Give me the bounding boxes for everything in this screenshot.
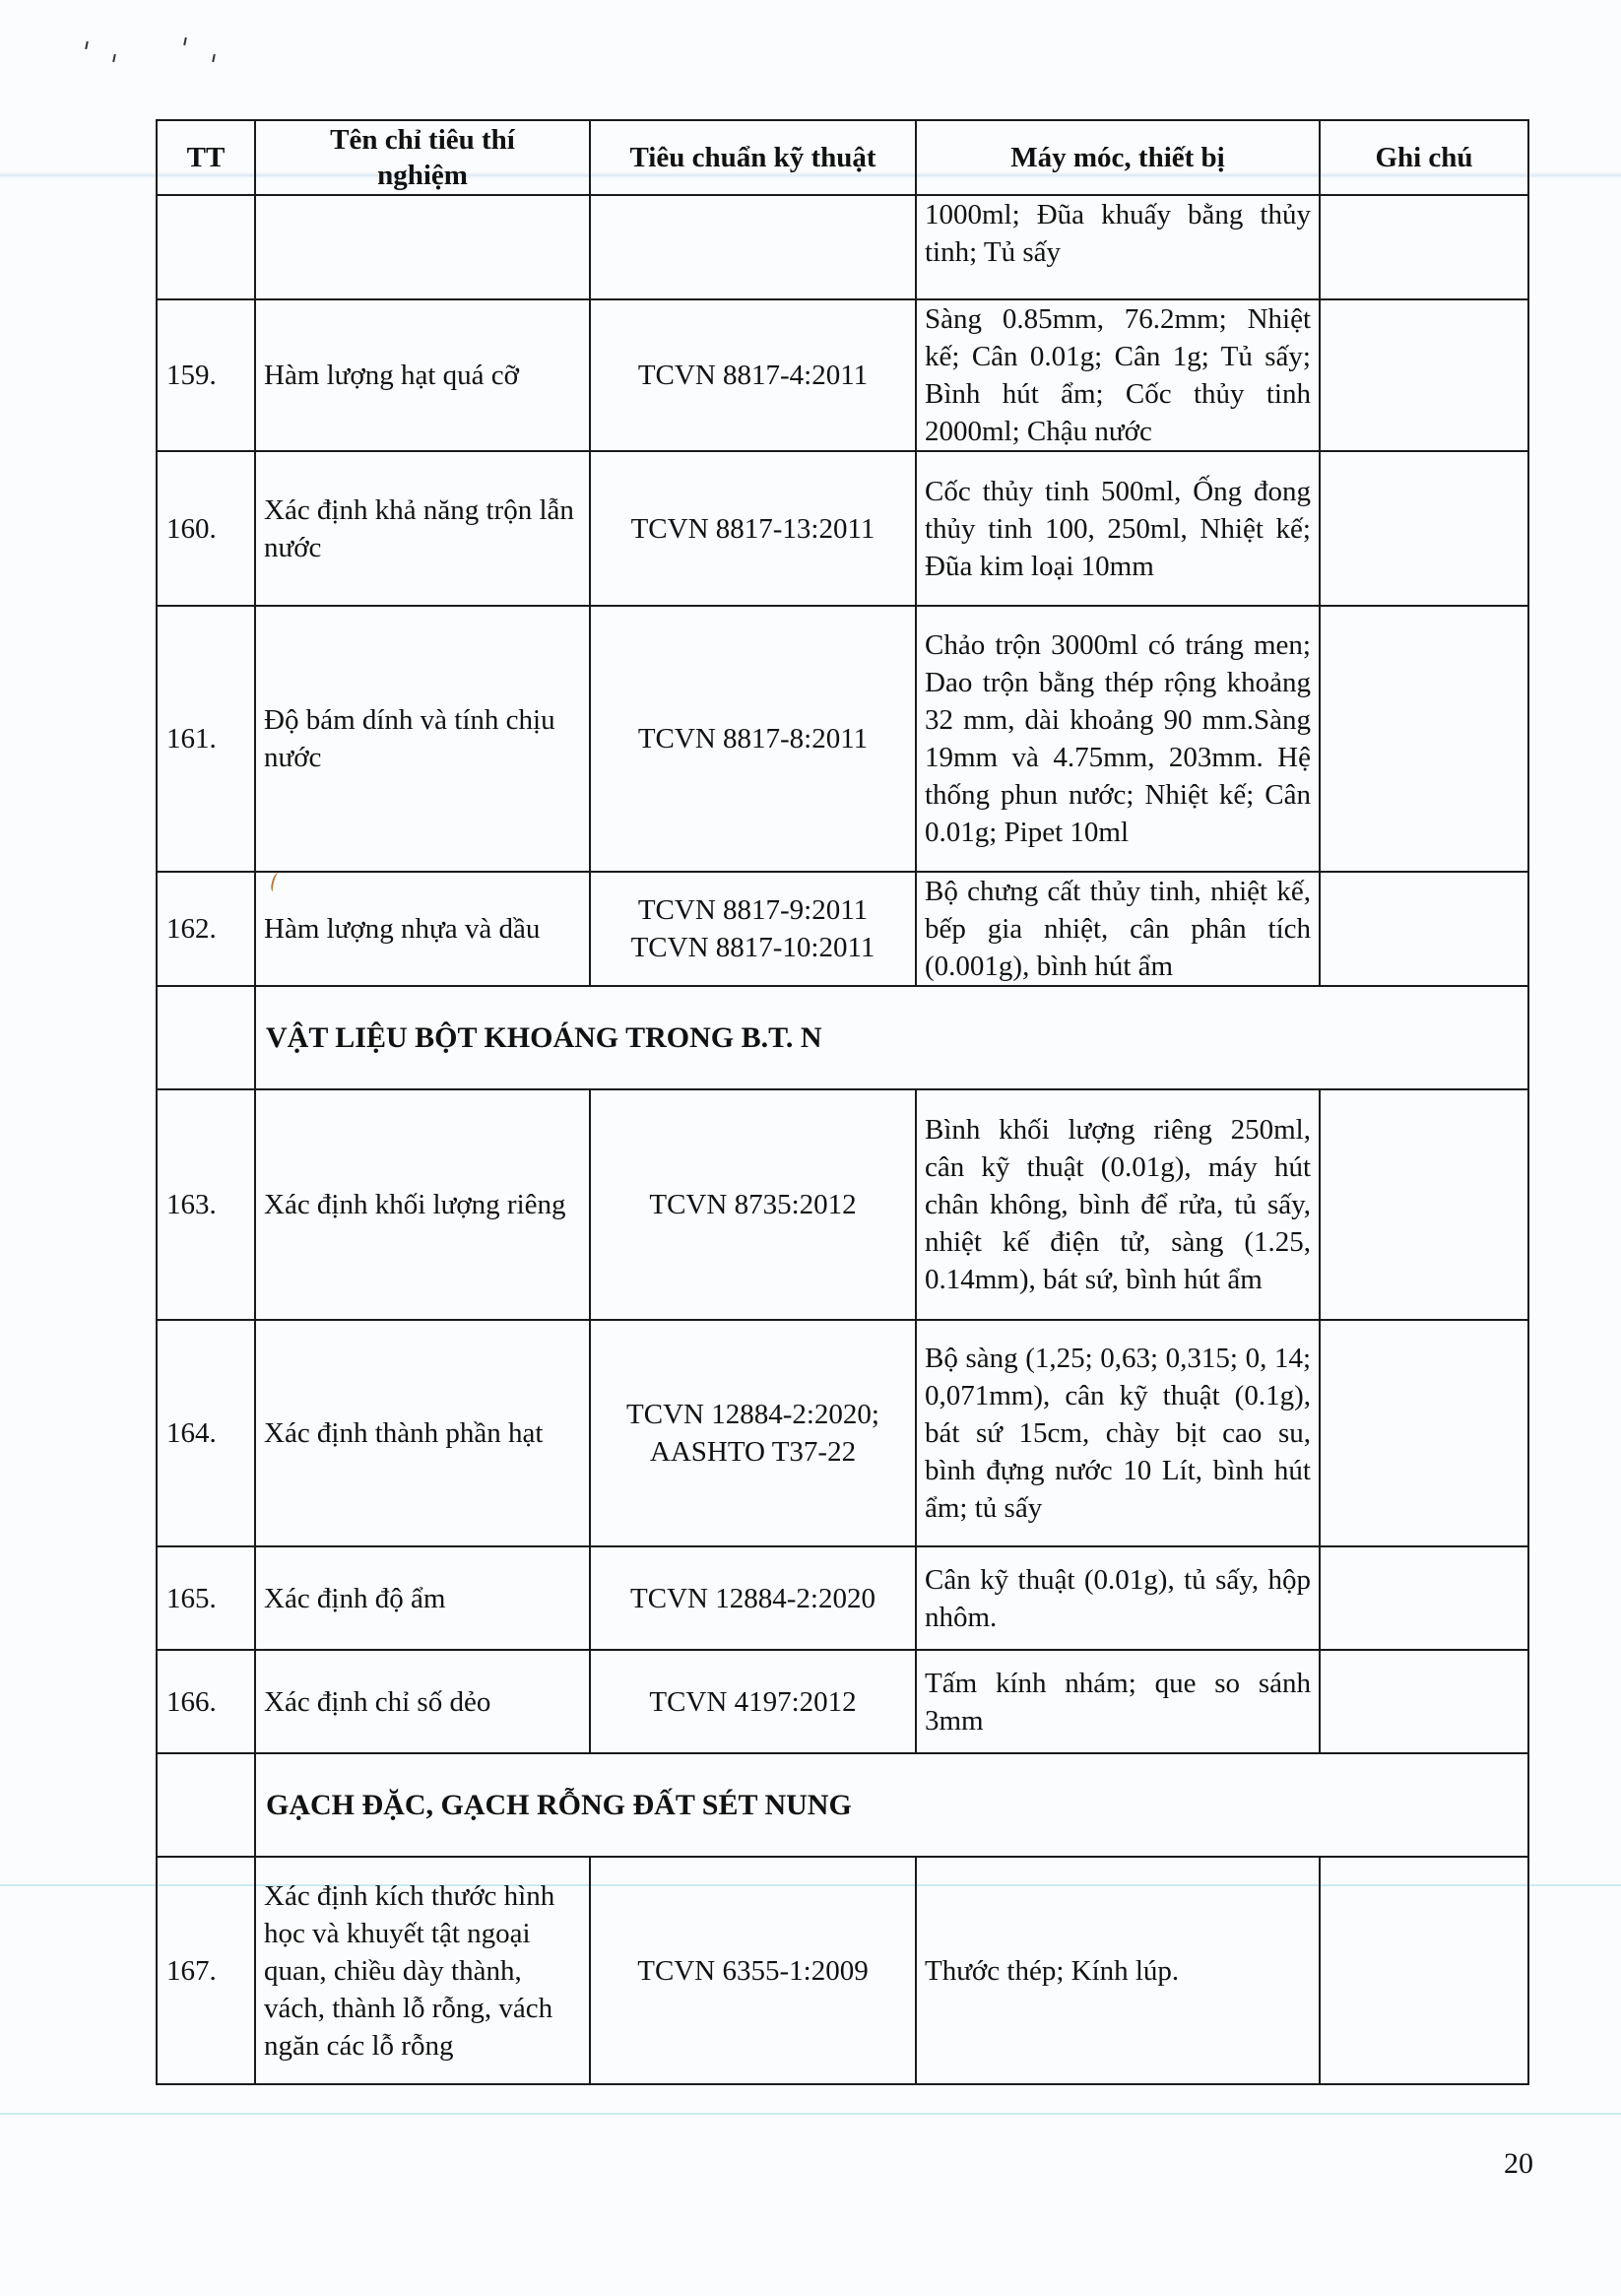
cell-standard: TCVN 4197:2012 [590, 1650, 916, 1753]
cell-name: Xác định khối lượng riêng [255, 1089, 590, 1320]
cell-equipment: Sàng 0.85mm, 76.2mm; Nhiệt kế; Cân 0.01g; Cân 1g; Tủ sấy; Bình hút ẩm; Cốc thủy tinh 2000ml; Chậu nước [916, 299, 1320, 451]
cell-name: Hàm lượng nhựa và dầu [255, 872, 590, 986]
table-row [157, 1089, 1528, 1320]
scan-speck [183, 37, 187, 45]
cell-name: Hàm lượng hạt quá cỡ [255, 299, 590, 451]
page-number: 20 [1504, 2147, 1533, 2180]
cell-equipment: 1000ml; Đũa khuấy bằng thủy tinh; Tủ sấy [916, 195, 1320, 299]
cell-standard: TCVN 8817-8:2011 [590, 606, 916, 872]
cell-equipment: Bình khối lượng riêng 250ml, cân kỹ thuật (0.01g), máy hút chân không, bình để rửa, tủ sấy, nhiệt kế điện tử, sàng (1.25, 0.14mm), bát sứ, bình hút ẩm [916, 1089, 1320, 1320]
header-tt: TT [157, 120, 255, 195]
cell-name: Xác định kích thước hình học và khuyết tật ngoại quan, chiều dày thành, vách, thành lỗ rỗng, vách ngăn các lỗ rỗng [255, 1857, 590, 2084]
table-row [157, 1320, 1528, 1546]
standard-line-2: TCVN 8817-10:2011 [630, 932, 875, 963]
cell-standard: TCVN 12884-2:2020 [590, 1546, 916, 1650]
section-row [157, 986, 1528, 1089]
scan-speck [85, 41, 89, 49]
cell-equipment: Bộ chưng cất thủy tinh, nhiệt kế, bếp gia nhiệt, cân phân tích (0.001g), bình hút ẩm [916, 872, 1320, 986]
section-title: VẬT LIỆU BỘT KHOÁNG TRONG B.T. N [255, 986, 1528, 1089]
cell-tt: 166. [157, 1650, 255, 1753]
cell-equipment: Cốc thủy tinh 500ml, Ống đong thủy tinh 100, 250ml, Nhiệt kế; Đũa kim loại 10mm [916, 451, 1320, 606]
cell-note [1320, 299, 1528, 451]
cell-note [1320, 606, 1528, 872]
standard-line-1: TCVN 8817-9:2011 [637, 894, 869, 926]
header-name: Tên chỉ tiêu thí nghiệm [255, 120, 590, 195]
cell-standard [590, 1320, 916, 1546]
table-row [157, 1857, 1528, 2084]
standard-line-1: TCVN 12884-2:2020; [626, 1399, 879, 1430]
cell-tt [157, 1753, 255, 1857]
cell-name [255, 195, 590, 299]
cell-equipment: Chảo trộn 3000ml có tráng men; Dao trộn bằng thép rộng khoảng 32 mm, dài khoảng 90 mm.Sàng 19mm và 4.75mm, 203mm. Hệ thống phun nước; Nhiệt kế; Cân 0.01g; Pipet 10ml [916, 606, 1320, 872]
cell-equipment: Thước thép; Kính lúp. [916, 1857, 1320, 2084]
cell-equipment: Bộ sàng (1,25; 0,63; 0,315; 0, 14; 0,071mm), cân kỹ thuật (0.1g), bát sứ 15cm, chày bịt cao su, bình đựng nước 10 Lít, bình hút ẩm; tủ sấy [916, 1320, 1320, 1546]
cell-tt: 161. [157, 606, 255, 872]
cell-name: Xác định độ ẩm [255, 1546, 590, 1650]
cell-tt: 165. [157, 1546, 255, 1650]
scan-speck [112, 54, 116, 62]
cell-tt [157, 986, 255, 1089]
cell-note [1320, 195, 1528, 299]
scan-speck [212, 54, 216, 62]
cell-tt: 164. [157, 1320, 255, 1546]
cell-standard: TCVN 8817-4:2011 [590, 299, 916, 451]
table-row [157, 872, 1528, 986]
cell-tt: 167. [157, 1857, 255, 2084]
table-row [157, 606, 1528, 872]
section-row [157, 1753, 1528, 1857]
cell-standard: TCVN 8817-13:2011 [590, 451, 916, 606]
header-equipment: Máy móc, thiết bị [916, 120, 1320, 195]
header-standard: Tiêu chuẩn kỹ thuật [590, 120, 916, 195]
cell-name: Xác định chỉ số dẻo [255, 1650, 590, 1753]
table-row-continuation [157, 195, 1528, 299]
cell-tt: 163. [157, 1089, 255, 1320]
cell-tt: 162. [157, 872, 255, 986]
section-title: GẠCH ĐẶC, GẠCH RỖNG ĐẤT SÉT NUNG [255, 1753, 1528, 1857]
cell-standard [590, 872, 916, 986]
cell-standard: TCVN 8735:2012 [590, 1089, 916, 1320]
table-row [157, 299, 1528, 451]
cell-note [1320, 1857, 1528, 2084]
cell-note [1320, 1089, 1528, 1320]
cell-tt [157, 195, 255, 299]
cell-standard: TCVN 6355-1:2009 [590, 1857, 916, 2084]
standard-line-2: AASHTO T37-22 [649, 1436, 857, 1468]
table-row [157, 1546, 1528, 1650]
cell-note [1320, 1320, 1528, 1546]
cell-standard [590, 195, 916, 299]
cell-equipment: Cân kỹ thuật (0.01g), tủ sấy, hộp nhôm. [916, 1546, 1320, 1650]
cell-note [1320, 1546, 1528, 1650]
cell-note [1320, 451, 1528, 606]
cell-note [1320, 1650, 1528, 1753]
cell-name: Độ bám dính và tính chịu nước [255, 606, 590, 872]
scan-line [0, 2113, 1621, 2115]
cell-tt: 159. [157, 299, 255, 451]
cell-tt: 160. [157, 451, 255, 606]
header-note: Ghi chú [1320, 120, 1528, 195]
table-row [157, 1650, 1528, 1753]
equipment-table [156, 119, 1529, 2085]
cell-equipment: Tấm kính nhám; que so sánh 3mm [916, 1650, 1320, 1753]
cell-name: Xác định khả năng trộn lẫn nước [255, 451, 590, 606]
cell-note [1320, 872, 1528, 986]
cell-name: Xác định thành phần hạt [255, 1320, 590, 1546]
table-header-row [157, 120, 1528, 195]
table-row [157, 451, 1528, 606]
